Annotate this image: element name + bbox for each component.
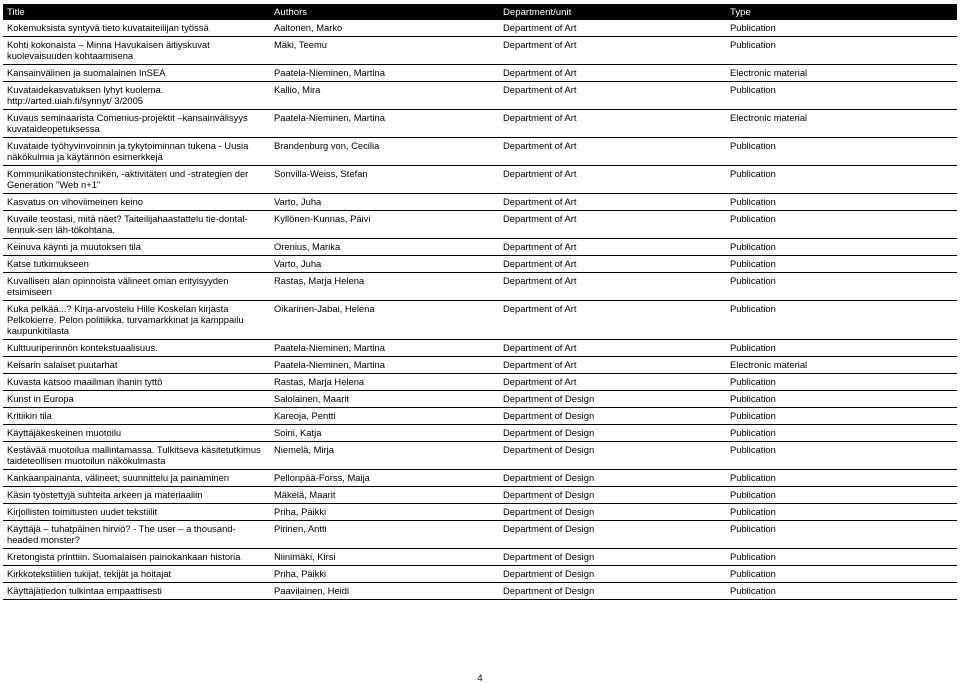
table-row: [3, 110, 957, 138]
cell-authors: Salolainen, Maarit: [274, 393, 350, 404]
cell-title: Katse tutkimukseen: [7, 258, 89, 269]
cell-type: Publication: [730, 258, 776, 269]
cell-authors: Orenius, Marika: [274, 241, 341, 252]
cell-title: Kuvaile teostasi, mitä näet? Taiteilijahaastattelu tie-dontal-lennuk-sen läh-tökohtana.: [7, 213, 248, 235]
cell-department: Department of Design: [503, 393, 595, 404]
cell-title: Käyttäjätiedon tulkintaa empaattisesti: [7, 585, 162, 596]
cell-authors: Pellonpää-Forss, Maija: [274, 472, 370, 483]
cell-authors: Oikarinen-Jabai, Helena: [274, 303, 375, 314]
cell-type: Publication: [730, 39, 776, 50]
cell-department: Department of Design: [503, 489, 595, 500]
cell-authors: Mäki, Teemu: [274, 39, 327, 50]
cell-department: Department of Art: [503, 241, 577, 252]
cell-authors: Pirinen, Antti: [274, 523, 327, 534]
cell-authors: Paatela-Nieminen, Martina: [274, 67, 385, 78]
cell-type: Electronic material: [730, 359, 808, 370]
cell-authors: Priha, Päikki: [274, 568, 327, 579]
cell-title: Kuka pelkää...? Kirja-arvostelu Hille Koskelan kirjasta Pelkokierre. Pelon politiikka, turvamarkkinat ja kamppailu kaupunkitilasta: [7, 303, 244, 336]
cell-authors: Rastas, Marja Helena: [274, 275, 365, 286]
cell-department: Department of Art: [503, 359, 577, 370]
cell-type: Publication: [730, 196, 776, 207]
cell-authors: Kareoja, Pentti: [274, 410, 336, 421]
cell-title: Kritiikin tila: [7, 410, 52, 421]
table-row: [3, 470, 957, 487]
cell-title: Kokemuksista syntyvä tieto kuvataiteilijan työssä: [7, 22, 209, 33]
table-row: [3, 374, 957, 391]
cell-authors: Kyllönen-Kunnas, Päivi: [274, 213, 371, 224]
table-row: [3, 37, 957, 65]
cell-authors: Mäkelä, Maarit: [274, 489, 336, 500]
cell-department: Department of Design: [503, 506, 595, 517]
cell-title: Kommunikationstechniken, -aktivitäten und -strategien der Generation "Web n+1": [7, 168, 249, 190]
cell-type: Publication: [730, 22, 776, 33]
table-row: [3, 194, 957, 211]
cell-type: Publication: [730, 551, 776, 562]
cell-authors: Aaltonen, Marko: [274, 22, 343, 33]
cell-type: Publication: [730, 568, 776, 579]
cell-title: Kuvaus seminaarista Comenius-projektit –kansainvälisyys kuvataideopetuksessa: [7, 112, 248, 134]
cell-department: Department of Design: [503, 568, 595, 579]
cell-authors: Priha, Päikki: [274, 506, 327, 517]
cell-type: Electronic material: [730, 112, 808, 123]
cell-authors: Niemelä, Mirja: [274, 444, 334, 455]
cell-type: Publication: [730, 213, 776, 224]
cell-department: Department of Art: [503, 258, 577, 269]
cell-department: Department of Art: [503, 140, 577, 151]
column-header-title: Title: [3, 4, 270, 20]
cell-title: Keinuva käynti ja muutoksen tila: [7, 241, 141, 252]
table-row: [3, 357, 957, 374]
cell-department: Department of Design: [503, 472, 595, 483]
cell-department: Department of Art: [503, 84, 577, 95]
cell-department: Department of Art: [503, 196, 577, 207]
cell-title: Kasvatus on vihoviimeinen keino: [7, 196, 144, 207]
cell-title: Kuvataide työhyvinvoinnin ja tykytoiminnan tukena - Uusia näkökulmia ja käytännön esimerkkejä: [7, 140, 249, 162]
cell-department: Department of Design: [503, 427, 595, 438]
cell-authors: Varto, Juha: [274, 258, 322, 269]
cell-type: Publication: [730, 472, 776, 483]
cell-authors: Paatela-Nieminen, Martina: [274, 359, 385, 370]
cell-type: Publication: [730, 585, 776, 596]
column-header-department: Department/unit: [499, 4, 726, 20]
table-row: [3, 273, 957, 301]
cell-type: Publication: [730, 427, 776, 438]
cell-type: Publication: [730, 168, 776, 179]
cell-department: Department of Design: [503, 551, 595, 562]
table-row: [3, 138, 957, 166]
cell-department: Department of Art: [503, 22, 577, 33]
cell-authors: Paatela-Nieminen, Martina: [274, 112, 385, 123]
cell-title: Käyttäjä – tuhatpäinen hirviö? - The user – a thousand-headed monster?: [7, 523, 236, 545]
table-row: [3, 20, 957, 37]
cell-department: Department of Design: [503, 523, 595, 534]
cell-authors: Paavilainen, Heidi: [274, 585, 350, 596]
cell-authors: Niinimäki, Kirsi: [274, 551, 336, 562]
table-row: [3, 566, 957, 583]
cell-type: Electronic material: [730, 67, 808, 78]
column-header-type: Type: [726, 4, 957, 20]
table-header: [3, 4, 957, 20]
cell-title: Kuvallisen alan opinnoista välineet oman erityisyyden etsimiseen: [7, 275, 229, 297]
cell-title: Kirkkotekstiilien tukijat, tekijät ja hoitajat: [7, 568, 172, 579]
table-row: [3, 301, 957, 340]
cell-department: Department of Art: [503, 376, 577, 387]
cell-title: Kunst in Europa: [7, 393, 74, 404]
cell-department: Department of Art: [503, 275, 577, 286]
cell-title: Kirjollisten toimitusten uudet tekstiilit: [7, 506, 158, 517]
cell-department: Department of Art: [503, 342, 577, 353]
cell-type: Publication: [730, 84, 776, 95]
cell-type: Publication: [730, 410, 776, 421]
publications-table: [3, 4, 957, 600]
cell-authors: Varto, Juha: [274, 196, 322, 207]
column-header-authors: Authors: [270, 4, 499, 20]
cell-department: Department of Art: [503, 67, 577, 78]
cell-department: Department of Design: [503, 585, 595, 596]
header-row: [3, 4, 957, 20]
cell-department: Department of Art: [503, 303, 577, 314]
table-row: [3, 487, 957, 504]
cell-type: Publication: [730, 140, 776, 151]
table-body: [3, 20, 957, 600]
cell-type: Publication: [730, 376, 776, 387]
cell-type: Publication: [730, 444, 776, 455]
table-row: [3, 425, 957, 442]
cell-title: Kestävää muotoilua mallintamassa. Tulkitseva käsitetutkimus taideteollisen muotoilun näkökulmasta: [7, 444, 261, 466]
cell-type: Publication: [730, 241, 776, 252]
cell-department: Department of Design: [503, 410, 595, 421]
cell-authors: Soini, Katja: [274, 427, 322, 438]
cell-title: Kansainvälinen ja suomalainen InSEA: [7, 67, 166, 78]
cell-authors: Paatela-Nieminen, Martina: [274, 342, 385, 353]
cell-title: Kulttuuriperinnön kontekstuaalisuus.: [7, 342, 158, 353]
table-row: [3, 256, 957, 273]
cell-authors: Rastas, Marja Helena: [274, 376, 365, 387]
cell-title: Kuvataidekasvatuksen lyhyt kuolema. http://arted.uiah.fi/synnyt/ 3/2005: [7, 84, 164, 106]
cell-title: Kankaanpainanta, välineet, suunnittelu ja painaminen: [7, 472, 230, 483]
cell-type: Publication: [730, 506, 776, 517]
cell-type: Publication: [730, 303, 776, 314]
table-row: [3, 166, 957, 194]
table-row: [3, 65, 957, 82]
cell-title: Kretongista printtiin. Suomalaisen painokankaan historia: [7, 551, 241, 562]
table-row: [3, 391, 957, 408]
table-row: [3, 442, 957, 470]
page-number: 4: [477, 672, 483, 683]
table-row: [3, 521, 957, 549]
table-row: [3, 549, 957, 566]
cell-authors: Sonvilla-Weiss, Stefan: [274, 168, 368, 179]
cell-department: Department of Art: [503, 112, 577, 123]
table-row: [3, 583, 957, 600]
table-row: [3, 408, 957, 425]
cell-title: Keisarin salaiset puutarhat: [7, 359, 118, 370]
cell-type: Publication: [730, 342, 776, 353]
cell-department: Department of Art: [503, 213, 577, 224]
cell-title: Kohti kokonaista – Minna Havukaisen äitiyskuvat kuolevaisuuden kohtaamisena: [7, 39, 210, 61]
table-row: [3, 211, 957, 239]
cell-title: Käyttäjäkeskeinen muotoilu: [7, 427, 122, 438]
table-row: [3, 340, 957, 357]
cell-department: Department of Art: [503, 39, 577, 50]
cell-type: Publication: [730, 523, 776, 534]
cell-authors: Brandenburg von, Cecilia: [274, 140, 380, 151]
cell-type: Publication: [730, 275, 776, 286]
cell-type: Publication: [730, 393, 776, 404]
cell-title: Kuvasta katsoo maailman ihanin tyttö: [7, 376, 163, 387]
cell-type: Publication: [730, 489, 776, 500]
cell-department: Department of Design: [503, 444, 595, 455]
cell-title: Käsin työstettyjä suhteita arkeen ja materiaaliin: [7, 489, 203, 500]
table-row: [3, 82, 957, 110]
cell-department: Department of Art: [503, 168, 577, 179]
table-row: [3, 504, 957, 521]
cell-authors: Kallio, Mira: [274, 84, 321, 95]
table-row: [3, 239, 957, 256]
